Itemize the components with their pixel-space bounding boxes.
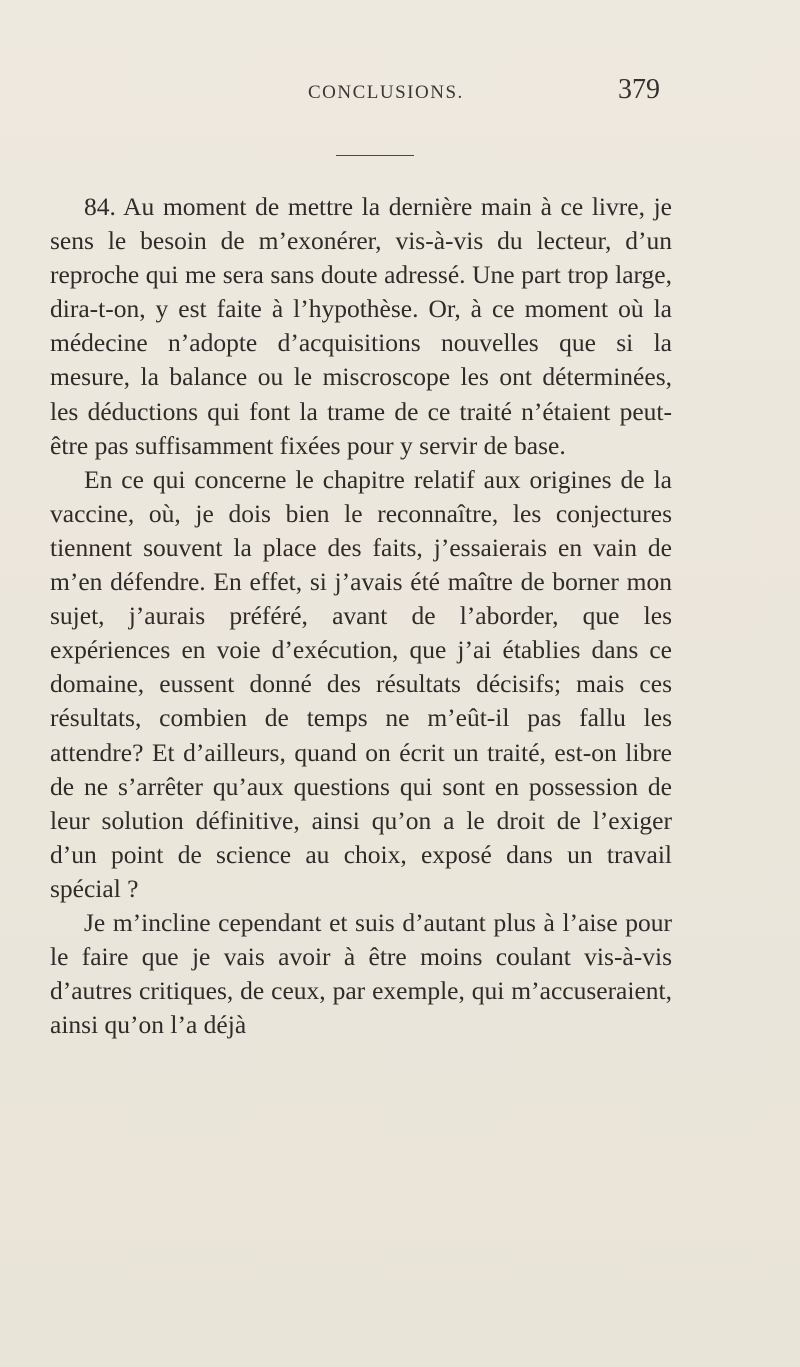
running-title: CONCLUSIONS. [308,82,464,103]
paragraph-84: 84. Au moment de mettre la dernière main à ce livre, je sens le besoin de m’exonérer, vis-à-vis du lecteur, d’un reproche qui me sera sans doute adressé. Une part trop large, dira-t-on, y est faite à l’hypothèse. Or, à ce moment où la médecine n’adopte d’acquisitions nouvelles que si la mesure, la balance ou le miscroscope les ont déterminées, les déductions qui font la trame de ce traité n’étaient peut-être pas suffisamment fixées pour y servir de base. [50,192,672,460]
body-text [50,190,672,1042]
paragraph-critiques: Je m’incline cependant et suis d’autant plus à l’aise pour le faire que je vais avoir à être moins coulant vis-à-vis d’autres critiques, de ceux, par exemple, qui m’accuseraient, ainsi qu’on l’a déjà [50,907,672,1040]
section-divider-rule [336,155,414,156]
paragraph-vaccine-origins: En ce qui concerne le chapitre relatif aux origines de la vaccine, où, je dois bien le reconnaître, les conjectures tiennent souvent la place des faits, j’essaierais en vain de m’en défendre. En effet, si j’avais été maître de borner mon sujet, j’aurais préféré, avant de l’aborder, que les expériences en voie d’exécution, que j’ai établies dans ce domaine, eussent donné des résultats décisifs; mais ces résultats, combien de temps ne m’eût-il pas fallu les attendre? Et d’ailleurs, quand on écrit un traité, est-on libre de ne s’arrêter qu’aux questions qui sont en possession de leur solution définitive, ainsi qu’on a le droit de l’exiger d’un point de science au choix, exposé dans un travail spécial ? [50,464,672,903]
running-head [0,74,800,112]
page-number: 379 [618,74,660,105]
